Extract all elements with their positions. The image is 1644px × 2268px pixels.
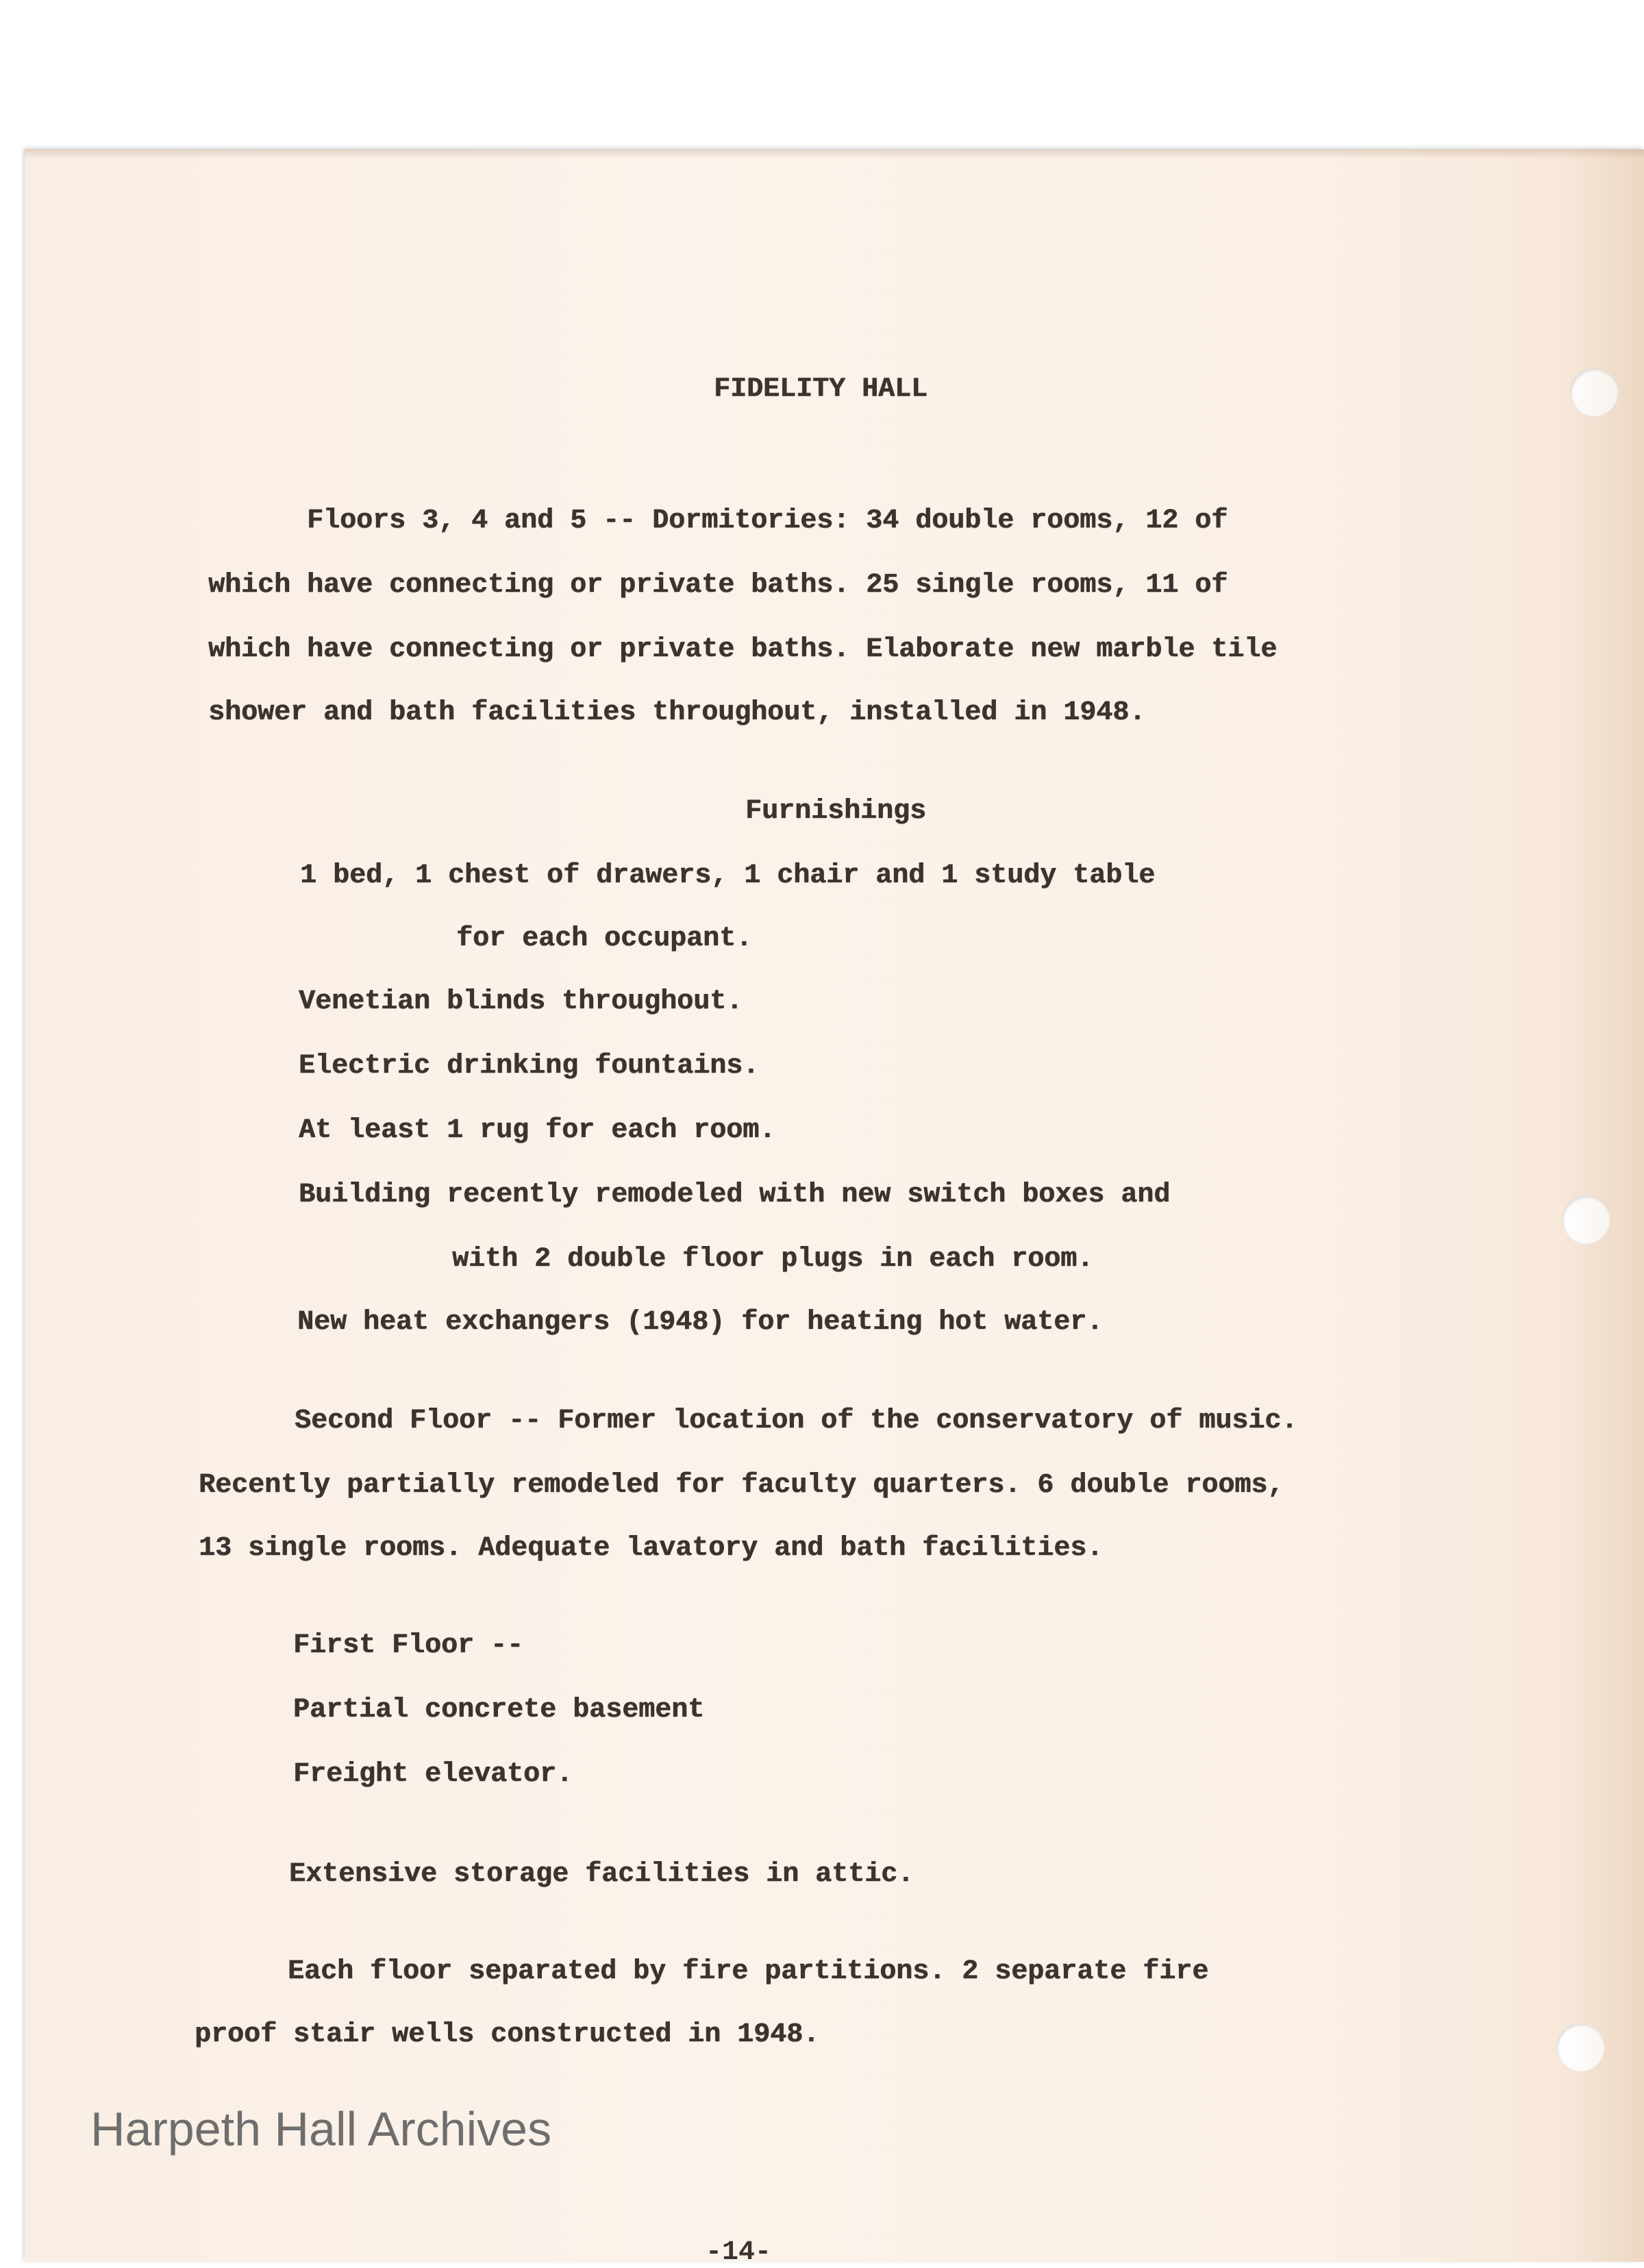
dormitories-line: shower and bath facilities throughout, installed in 1948. bbox=[208, 697, 1146, 728]
page-number: -14- bbox=[706, 2237, 772, 2268]
furnishing-item: New heat exchangers (1948) for heating hot water. bbox=[297, 1307, 1104, 1338]
document-page bbox=[25, 149, 1644, 2262]
furnishing-item: At least 1 rug for each room. bbox=[299, 1115, 776, 1146]
furnishing-item: 1 bed, 1 chest of drawers, 1 chair and 1 study table bbox=[300, 860, 1156, 891]
dormitories-line: which have connecting or private baths. 25 single rooms, 11 of bbox=[208, 570, 1228, 601]
first-floor-line: First Floor -- bbox=[293, 1630, 524, 1661]
first-floor-line: Partial concrete basement bbox=[293, 1695, 705, 1725]
first-floor-line: Freight elevator. bbox=[293, 1759, 573, 1790]
fire-line: proof stair wells constructed in 1948. bbox=[195, 2019, 820, 2050]
archive-watermark: Harpeth Hall Archives bbox=[90, 2102, 552, 2156]
fire-line: Each floor separated by fire partitions. 2 separate fire bbox=[288, 1956, 1209, 1987]
punch-hole-bottom bbox=[1556, 2023, 1604, 2071]
furnishing-item: Venetian blinds throughout. bbox=[299, 986, 743, 1017]
dormitories-line: Floors 3, 4 and 5 -- Dormitories: 34 double rooms, 12 of bbox=[307, 506, 1228, 536]
attic-line: Extensive storage facilities in attic. bbox=[289, 1859, 914, 1890]
document-title: FIDELITY HALL bbox=[714, 374, 928, 405]
furnishing-item: with 2 double floor plugs in each room. bbox=[452, 1244, 1094, 1275]
second-floor-line: 13 single rooms. Adequate lavatory and bath facilities. bbox=[199, 1533, 1104, 1564]
second-floor-line: Recently partially remodeled for faculty quarters. 6 double rooms, bbox=[199, 1470, 1284, 1501]
second-floor-line: Second Floor -- Former location of the conservatory of music. bbox=[295, 1406, 1298, 1436]
furnishings-heading: Furnishings bbox=[745, 796, 927, 827]
punch-hole-top bbox=[1570, 369, 1618, 416]
dormitories-line: which have connecting or private baths. Elaborate new marble tile bbox=[208, 634, 1278, 665]
furnishing-item: for each occupant. bbox=[456, 923, 753, 954]
furnishing-item: Electric drinking fountains. bbox=[299, 1051, 760, 1082]
punch-hole-middle bbox=[1562, 1196, 1610, 1244]
furnishing-item: Building recently remodeled with new switch boxes and bbox=[299, 1180, 1171, 1210]
